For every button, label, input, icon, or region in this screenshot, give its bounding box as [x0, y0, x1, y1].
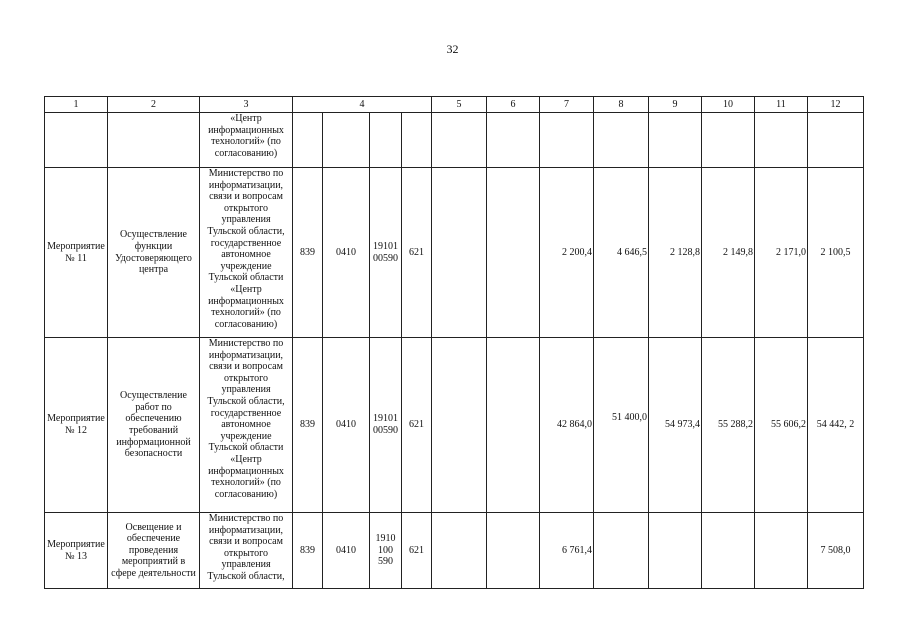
header-cell-3: 3 — [200, 97, 293, 113]
header-cell-4: 4 — [293, 97, 432, 113]
cell-c12: 2 100,5 — [808, 168, 864, 338]
cell-c1 — [45, 113, 108, 168]
header-cell-6: 6 — [487, 97, 540, 113]
cell-k4: 621 — [402, 513, 432, 589]
cell-k3: 1910 100 590 — [370, 513, 402, 589]
header-cell-7: 7 — [540, 97, 594, 113]
cell-c8 — [594, 113, 649, 168]
header-cell-5: 5 — [432, 97, 487, 113]
table-row — [45, 113, 864, 168]
header-cell-9: 9 — [649, 97, 702, 113]
header-cell-11: 11 — [755, 97, 808, 113]
cell-c10: 2 149,8 — [702, 168, 755, 338]
cell-c3: «Центр информационных технологий» (по согласованию) — [200, 113, 293, 168]
cell-c7: 2 200,4 — [540, 168, 594, 338]
page-number: 32 — [446, 42, 459, 56]
cell-c9 — [649, 513, 702, 589]
cell-k1: 839 — [293, 513, 323, 589]
cell-c10 — [702, 113, 755, 168]
cell-c5 — [432, 113, 487, 168]
cell-c5 — [432, 338, 487, 513]
cell-k3: 19101 00590 — [370, 168, 402, 338]
cell-c5 — [432, 513, 487, 589]
cell-k2: 0410 — [323, 168, 370, 338]
header-cell-2: 2 — [108, 97, 200, 113]
header-row — [45, 97, 864, 113]
cell-c1: Мероприятие № 12 — [45, 338, 108, 513]
table-row — [45, 513, 864, 589]
cell-c3: Министерство по информатизации, связи и вопросам открытого управления Тульской области, государственное автономное учреждение Тульской области «Центр информационных технологий» (по согласованию) — [200, 168, 293, 338]
table-row — [45, 168, 864, 338]
cell-c2: Освещение и обеспечение проведения мероприятий в сфере деятельности — [108, 513, 200, 589]
cell-c9: 54 973,4 — [649, 338, 702, 513]
cell-k3: 19101 00590 — [370, 338, 402, 513]
cell-c7: 42 864,0 — [540, 338, 594, 513]
cell-c11: 2 171,0 — [755, 168, 808, 338]
cell-k4: 621 — [402, 168, 432, 338]
cell-c3: Министерство по информатизации, связи и вопросам открытого управления Тульской области, — [200, 513, 293, 589]
cell-c3: Министерство по информатизации, связи и вопросам открытого управления Тульской области, государственное автономное учреждение Тульской области «Центр информационных технологий» (по согласованию) — [200, 338, 293, 513]
cell-k4 — [402, 113, 432, 168]
budget-table — [44, 96, 864, 589]
cell-c8: 51 400,0 — [594, 338, 649, 513]
header-cell-1: 1 — [45, 97, 108, 113]
cell-c12 — [808, 113, 864, 168]
cell-c8: 4 646,5 — [594, 168, 649, 338]
cell-k1: 839 — [293, 168, 323, 338]
header-cell-8: 8 — [594, 97, 649, 113]
cell-k4: 621 — [402, 338, 432, 513]
cell-c1: Мероприятие № 13 — [45, 513, 108, 589]
cell-k1: 839 — [293, 338, 323, 513]
cell-k2 — [323, 113, 370, 168]
cell-c12: 7 508,0 — [808, 513, 864, 589]
cell-c11 — [755, 113, 808, 168]
cell-c10: 55 288,2 — [702, 338, 755, 513]
cell-c8 — [594, 513, 649, 589]
header-cell-12: 12 — [808, 97, 864, 113]
cell-k2: 0410 — [323, 338, 370, 513]
cell-c5 — [432, 168, 487, 338]
cell-c10 — [702, 513, 755, 589]
cell-c11 — [755, 513, 808, 589]
cell-c6 — [487, 513, 540, 589]
cell-k2: 0410 — [323, 513, 370, 589]
cell-c12: 54 442, 2 — [808, 338, 864, 513]
cell-c1: Мероприятие № 11 — [45, 168, 108, 338]
header-cell-10: 10 — [702, 97, 755, 113]
cell-k3 — [370, 113, 402, 168]
cell-c2: Осуществление работ по обеспечению требований информационной безопасности — [108, 338, 200, 513]
cell-c6 — [487, 113, 540, 168]
cell-c7 — [540, 113, 594, 168]
cell-c9: 2 128,8 — [649, 168, 702, 338]
cell-c11: 55 606,2 — [755, 338, 808, 513]
cell-c2 — [108, 113, 200, 168]
cell-c6 — [487, 168, 540, 338]
cell-c9 — [649, 113, 702, 168]
cell-k1 — [293, 113, 323, 168]
cell-c2: Осуществление функции Удостоверяющего центра — [108, 168, 200, 338]
table-row — [45, 338, 864, 513]
cell-c7: 6 761,4 — [540, 513, 594, 589]
cell-c6 — [487, 338, 540, 513]
